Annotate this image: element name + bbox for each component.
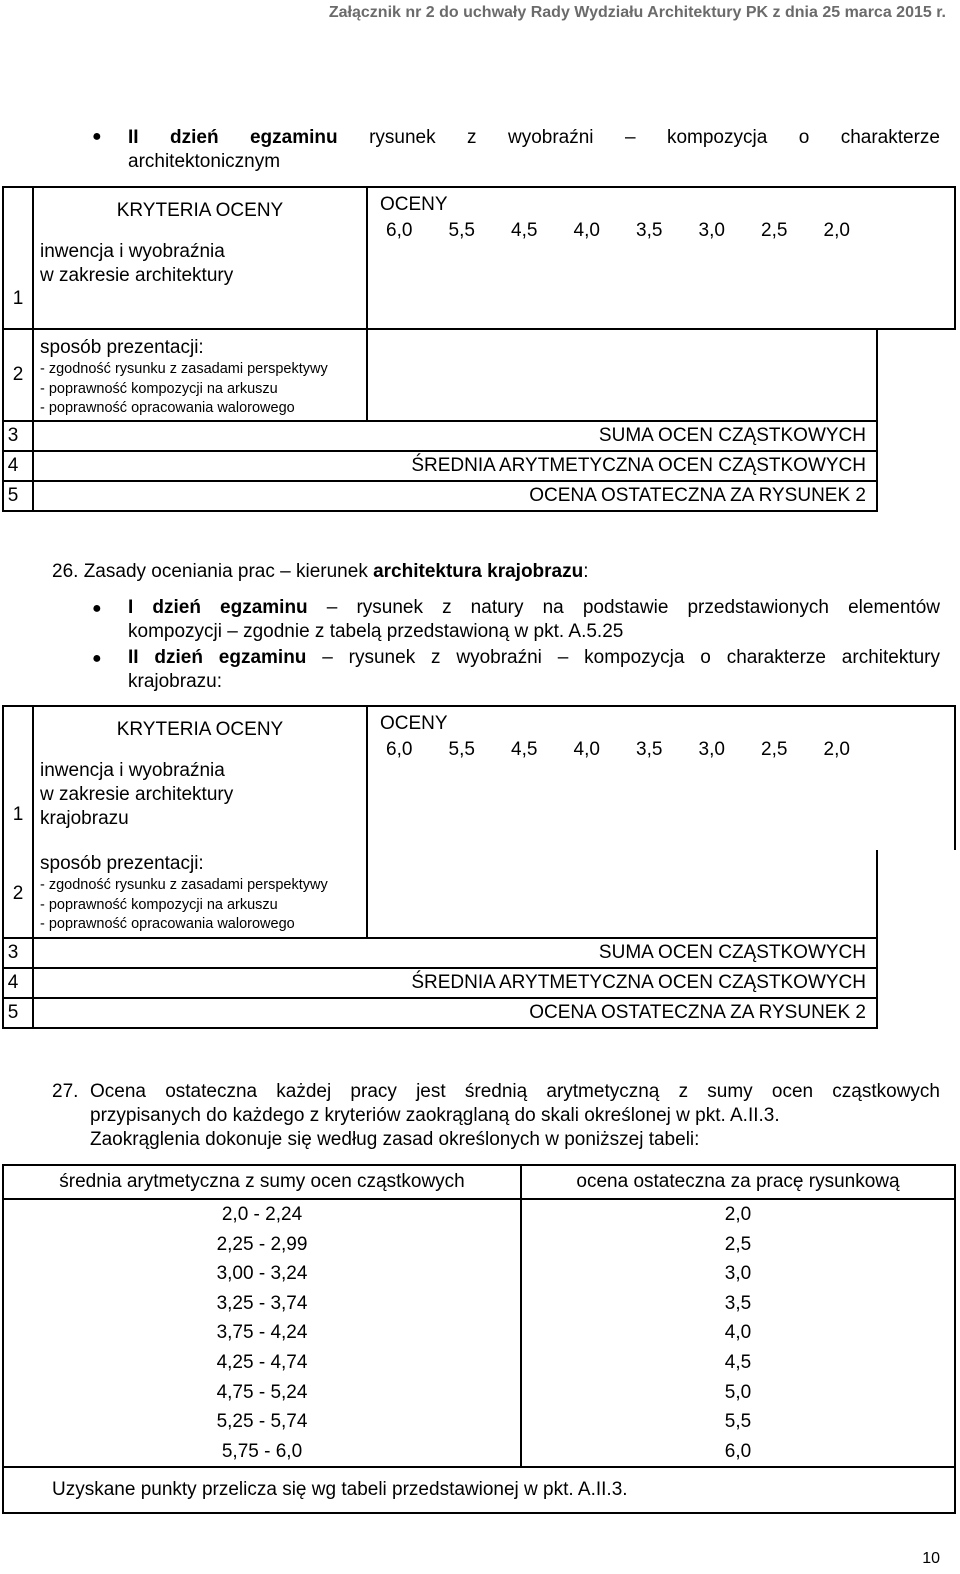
section-27-line2: przypisanych do każdego z kryteriów zaokrąglaną do skali określonej w pkt. A.II.3.: [90, 1105, 780, 1126]
bullet1-bold: I dzień egzaminu: [128, 597, 308, 618]
row-number: 2: [3, 329, 33, 421]
section-26-bullet2-line1: [128, 646, 940, 670]
sum-label: SUMA OCEN CZĄSTKOWYCH: [33, 421, 877, 451]
row-number: 4: [3, 451, 33, 481]
row-number: 5: [3, 481, 33, 511]
grade-value: 3,0: [698, 220, 725, 241]
grade-scale: [368, 735, 868, 761]
section-26-bullet2-line2: krajobrazu:: [128, 671, 222, 692]
criterion-2: [33, 329, 367, 421]
empty-cell: [877, 998, 955, 1028]
section-27-number: 27.: [52, 1081, 79, 1102]
empty-cell: [877, 850, 955, 938]
final-grade-value: 4,5: [724, 1351, 752, 1373]
grade-entry-cell: [367, 329, 877, 421]
page-header: Załącznik nr 2 do uchwały Rady Wydziału Architektury PK z dnia 25 marca 2015 r.: [328, 4, 946, 21]
criterion-item: - zgodność rysunku z zasadami perspektywy: [40, 361, 328, 377]
final-grade-value: 5,0: [724, 1381, 752, 1403]
section-27-line1: Ocena ostateczna każdej pracy jest średnią arytmetyczną z sumy ocen cząstkowych: [90, 1081, 940, 1102]
criterion-1-line2: w zakresie architektury: [40, 784, 234, 805]
range-value: 5,75 - 6,0: [221, 1440, 303, 1462]
criterion-2-title: sposób prezentacji:: [40, 337, 204, 358]
row-number: 1: [3, 706, 33, 850]
row-number: 2: [3, 850, 33, 938]
bullet2-text: – rysunek z wyobraźni – kompozycja o charakterze architektury: [322, 647, 941, 668]
range-value: 5,25 - 5,74: [216, 1411, 308, 1433]
criterion-2-items: [40, 876, 366, 935]
criterion-item: - poprawność opracowania walorowego: [40, 400, 295, 416]
section-a-bullet-line2: architektonicznym: [128, 151, 281, 172]
empty-cell: [877, 451, 955, 481]
range-value: 4,25 - 4,74: [216, 1351, 308, 1373]
grade-value: 5,5: [448, 739, 475, 760]
grade-value: 2,5: [761, 220, 788, 241]
range-value: 3,25 - 3,74: [216, 1292, 308, 1314]
section-a-bullet-bold: II dzień egzaminu: [128, 127, 338, 148]
grades-cell: [367, 706, 955, 850]
grade-value: 6,0: [386, 220, 413, 241]
criterion-2-title: sposób prezentacji:: [40, 853, 204, 874]
section-26-intro-bold: architektura krajobrazu: [373, 561, 584, 582]
conversion-header-grade: ocena ostateczna za pracę rysunkową: [521, 1165, 955, 1199]
section-27-line3: Zaokrąglenia dokonuje się według zasad określonych w poniższej tabeli:: [90, 1129, 700, 1150]
grade-value: 2,5: [761, 739, 788, 760]
grading-table-a: [2, 186, 956, 512]
average-label: ŚREDNIA ARYTMETYCZNA OCEN CZĄSTKOWYCH: [33, 451, 877, 481]
grade-value: 4,0: [573, 739, 600, 760]
criterion-1-line1: inwencja i wyobraźnia: [40, 241, 225, 262]
colon: :: [583, 561, 589, 582]
bullet2-bold: II dzień egzaminu: [128, 647, 307, 668]
sum-label: SUMA OCEN CZĄSTKOWYCH: [33, 938, 877, 968]
row-number: 1: [3, 187, 33, 329]
range-value: 2,25 - 2,99: [216, 1233, 308, 1255]
section-26-bullet1-line2: kompozycji – zgodnie z tabelą przedstawioną w pkt. A.5.25: [128, 621, 624, 642]
criteria-header: KRYTERIA OCENY: [116, 200, 284, 221]
criterion-1: [34, 240, 366, 288]
conversion-header-average: średnia arytmetyczna z sumy ocen cząstkowych: [3, 1165, 521, 1199]
final-grade-label: OCENA OSTATECZNA ZA RYSUNEK 2: [33, 998, 877, 1028]
row-number: 5: [3, 998, 33, 1028]
criteria-cell: [33, 187, 367, 329]
criterion-1-line1: inwencja i wyobraźnia: [40, 760, 225, 781]
criterion-item: - poprawność opracowania walorowego: [40, 916, 295, 932]
row-number: 4: [3, 968, 33, 998]
section-a-bullet-line1: [128, 126, 940, 150]
grade-value: 2,0: [823, 739, 850, 760]
bullet1-text: – rysunek z natury na podstawie przedstawionych elementów: [326, 597, 940, 618]
final-grade-value: 2,5: [724, 1233, 752, 1255]
grade-scale: [368, 216, 868, 242]
grade-value: 4,0: [573, 220, 600, 241]
range-value: 3,00 - 3,24: [216, 1263, 308, 1285]
criterion-1-line3: krajobrazu: [40, 808, 129, 829]
grade-value: 4,5: [511, 220, 538, 241]
conversion-grades: [521, 1199, 955, 1467]
row-number: 3: [3, 938, 33, 968]
page-number: 10: [922, 1550, 940, 1567]
final-grade-value: 5,5: [724, 1411, 752, 1433]
conversion-footer: Uzyskane punkty przelicza się wg tabeli przedstawionej w pkt. A.II.3.: [3, 1467, 955, 1513]
bullet-icon: ●: [92, 600, 102, 617]
criterion-1: [34, 759, 366, 831]
grade-value: 4,5: [511, 739, 538, 760]
final-grade-value: 6,0: [724, 1440, 752, 1462]
final-grade-value: 4,0: [724, 1322, 752, 1344]
grade-value: 3,5: [636, 739, 663, 760]
criterion-2-items: [40, 360, 366, 419]
criterion-item: - zgodność rysunku z zasadami perspektywy: [40, 877, 328, 893]
grades-cell: [367, 187, 955, 329]
final-grade-value: 2,0: [724, 1204, 752, 1225]
final-grade-value: 3,0: [724, 1263, 752, 1285]
criterion-item: - poprawność kompozycji na arkuszu: [40, 380, 278, 397]
empty-cell: [877, 968, 955, 998]
final-grade-value: 3,5: [724, 1292, 752, 1314]
bullet-icon: ●: [92, 128, 102, 145]
grade-value: 6,0: [386, 739, 413, 760]
grading-table-b: [2, 705, 956, 1029]
criterion-1-line2: w zakresie architektury: [40, 265, 234, 286]
criteria-header: KRYTERIA OCENY: [116, 719, 284, 740]
empty-cell: [877, 481, 955, 511]
empty-cell: [877, 421, 955, 451]
section-26-bullet1-line1: [128, 596, 940, 620]
grade-value: 3,5: [636, 220, 663, 241]
section-number: 26.: [52, 561, 79, 582]
grades-header: OCENY: [380, 194, 448, 215]
section-26-intro-text: Zasady oceniania prac – kierunek: [83, 561, 368, 582]
empty-cell: [877, 329, 955, 421]
criteria-cell: [33, 706, 367, 850]
grades-header: OCENY: [380, 713, 448, 734]
conversion-ranges: [3, 1199, 521, 1467]
bullet-icon: ●: [92, 650, 102, 667]
range-value: 2,0 - 2,24: [221, 1204, 303, 1225]
grade-value: 3,0: [698, 739, 725, 760]
range-value: 3,75 - 4,24: [216, 1322, 308, 1344]
section-a-bullet-rest: rysunek z wyobraźni – kompozycja o charakterze: [369, 127, 940, 148]
conversion-table: [2, 1164, 956, 1514]
grade-entry-cell: [367, 850, 877, 938]
final-grade-label: OCENA OSTATECZNA ZA RYSUNEK 2: [33, 481, 877, 511]
criterion-2: [33, 850, 367, 938]
section-26-intro: [52, 560, 589, 584]
grade-value: 2,0: [823, 220, 850, 241]
row-number: 3: [3, 421, 33, 451]
empty-cell: [877, 938, 955, 968]
criterion-item: - poprawność kompozycji na arkuszu: [40, 896, 278, 913]
range-value: 4,75 - 5,24: [216, 1381, 308, 1403]
average-label: ŚREDNIA ARYTMETYCZNA OCEN CZĄSTKOWYCH: [33, 968, 877, 998]
grade-value: 5,5: [448, 220, 475, 241]
